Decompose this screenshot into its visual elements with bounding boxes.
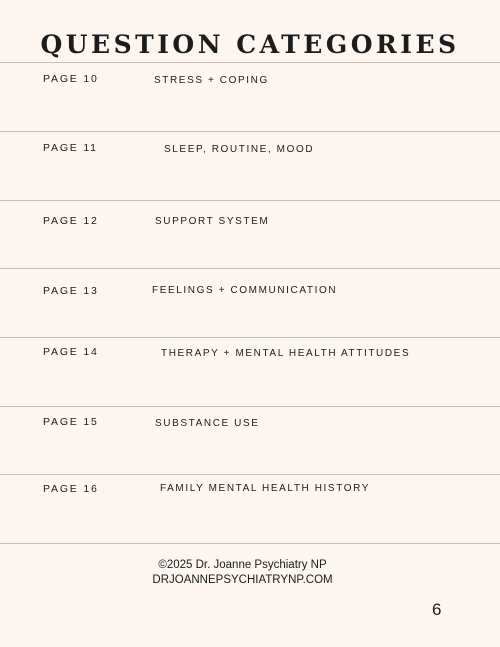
page-ref-11: PAGE 11 <box>43 142 98 154</box>
divider <box>0 406 500 407</box>
category-stress-coping: STRESS + COPING <box>154 75 269 86</box>
footer-copyright: ©2025 Dr. Joanne Psychiatry NP <box>158 559 327 571</box>
category-feelings-communication: FEELINGS + COMMUNICATION <box>152 285 338 296</box>
divider <box>0 543 500 544</box>
page-ref-14: PAGE 14 <box>43 346 99 358</box>
divider <box>0 200 500 201</box>
page-ref-15: PAGE 15 <box>43 416 99 428</box>
page-number: 6 <box>432 600 442 619</box>
page-ref-16: PAGE 16 <box>43 483 99 495</box>
category-therapy-attitudes: THERAPY + MENTAL HEALTH ATTITUDES <box>161 348 411 359</box>
category-support-system: SUPPORT SYSTEM <box>155 216 270 227</box>
divider <box>0 474 500 475</box>
page-title: QUESTION CATEGORIES <box>40 30 460 59</box>
divider <box>0 131 500 132</box>
page-ref-13: PAGE 13 <box>43 285 99 297</box>
divider <box>0 62 500 63</box>
page-ref-12: PAGE 12 <box>43 215 99 227</box>
category-family-history: FAMILY MENTAL HEALTH HISTORY <box>160 483 371 494</box>
footer-website: DRJOANNEPSYCHIATRYNP.COM <box>152 574 333 586</box>
category-sleep-routine-mood: SLEEP, ROUTINE, MOOD <box>164 144 315 155</box>
category-substance-use: SUBSTANCE USE <box>155 418 260 429</box>
divider <box>0 268 500 269</box>
divider <box>0 337 500 338</box>
page-ref-10: PAGE 10 <box>43 73 99 85</box>
